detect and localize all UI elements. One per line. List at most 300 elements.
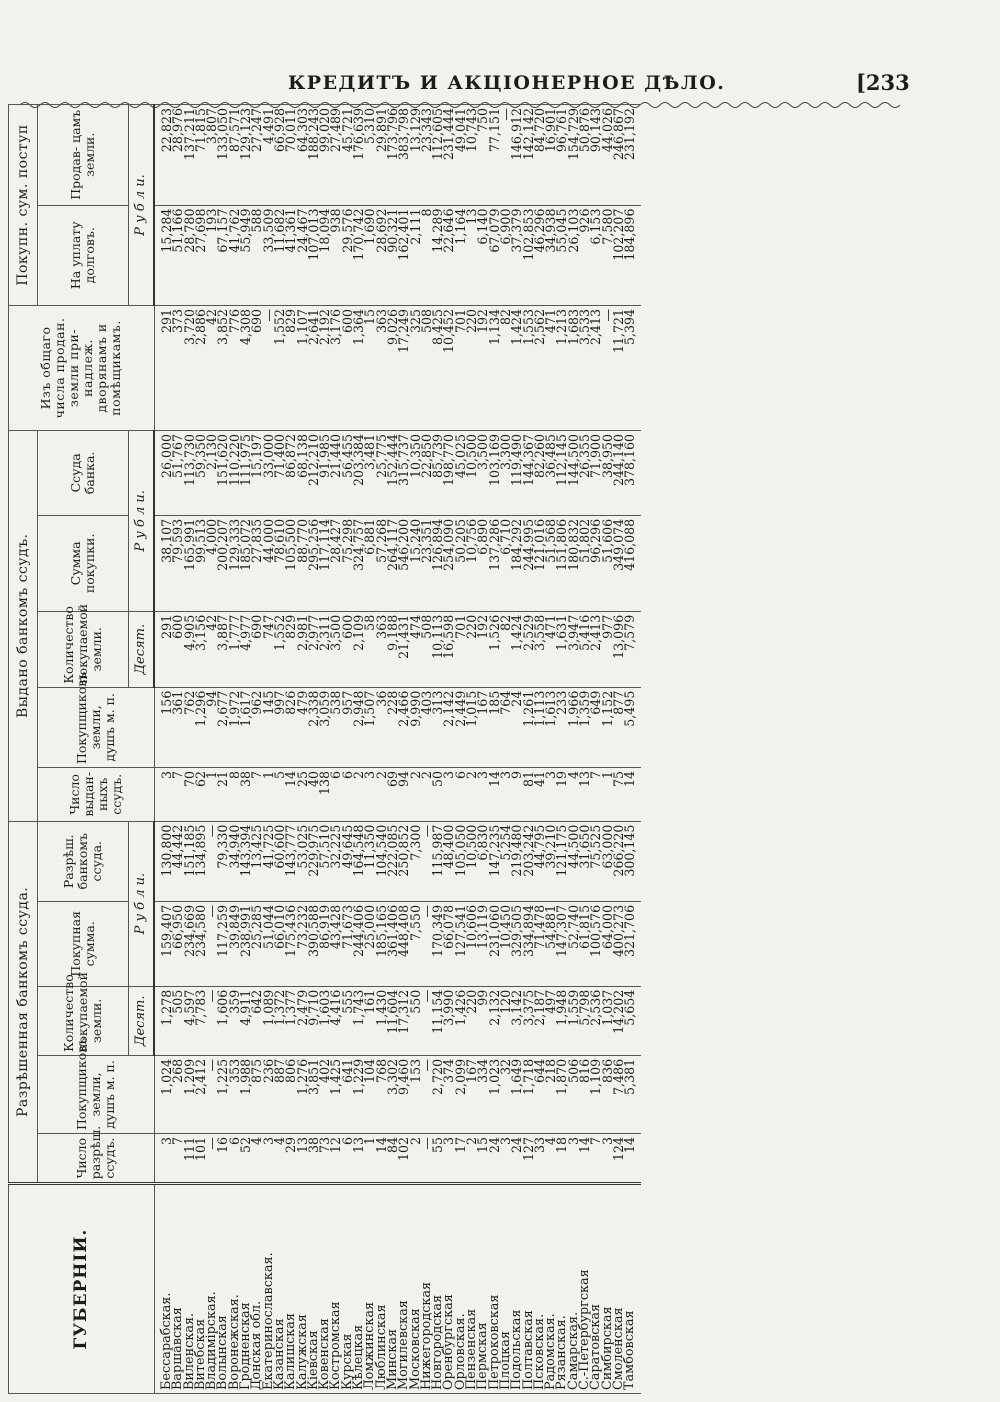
group-header: Выдано банкомъ ссудъ. <box>9 430 38 821</box>
cell-value: 165,991 <box>184 515 195 611</box>
cell-value: 3,558 <box>534 611 545 687</box>
cell-value: 87,571 <box>229 105 240 206</box>
cell-value: 6,710 <box>500 515 511 611</box>
cell-value: 101 <box>195 1134 206 1184</box>
cell-value: 361,406 <box>387 901 398 986</box>
cell-value: 71,900 <box>590 430 601 515</box>
cell-value: — <box>500 105 511 206</box>
cell-value: 180,832 <box>568 515 579 611</box>
province-name: Симбирская <box>602 1184 613 1394</box>
cell-value: 73 <box>319 1134 330 1184</box>
cell-value: 5,381 <box>624 1055 641 1133</box>
province-name: Витебская <box>195 1184 206 1394</box>
cell-value: 103,169 <box>489 430 500 515</box>
cell-value: 130,800 <box>154 821 172 901</box>
cell-value: 349,074 <box>613 515 624 611</box>
cell-value: 146,912 <box>511 105 522 206</box>
cell-value: 19 <box>556 768 567 822</box>
cell-value: 806 <box>285 1055 296 1133</box>
cell-value: 66,010 <box>274 901 285 986</box>
cell-value: 373 <box>172 305 183 430</box>
cell-value: 21 <box>217 768 228 822</box>
table-row <box>568 105 579 1394</box>
cell-value: 105,500 <box>285 515 296 611</box>
cell-value: 588 <box>251 205 262 305</box>
cell-value: 701 <box>455 305 466 430</box>
cell-value: 88,770 <box>297 515 308 611</box>
cell-value: 133,050 <box>217 105 228 206</box>
cell-value: 7,579 <box>624 611 641 687</box>
column-header: На уплату долговъ. <box>38 205 129 305</box>
cell-value: 829 <box>285 305 296 430</box>
cell-value: 2,641 <box>308 305 319 430</box>
cell-value: 497 <box>545 986 556 1055</box>
cell-value: 121,175 <box>556 821 567 901</box>
cell-value: 2,192 <box>319 305 330 430</box>
cell-value: 3 <box>443 768 454 822</box>
cell-value: 104,540 <box>376 821 387 901</box>
cell-value: 75,298 <box>342 515 353 611</box>
cell-value: 1,948 <box>556 986 567 1055</box>
cell-value: 1,559 <box>568 986 579 1055</box>
cell-value: 60,600 <box>274 821 285 901</box>
cell-value: 1,107 <box>297 305 308 430</box>
cell-value: 22,823 <box>154 105 172 206</box>
cell-value: 5,416 <box>579 611 590 687</box>
cell-value: 44,000 <box>263 515 274 611</box>
cell-value: 51,767 <box>172 430 183 515</box>
cell-value: 10,606 <box>466 901 477 986</box>
table-row <box>466 105 477 1394</box>
cell-value: 6 <box>342 1134 353 1184</box>
cell-value: 59,350 <box>195 430 206 515</box>
table-row <box>579 105 590 1394</box>
cell-value: 71,478 <box>534 901 545 986</box>
cell-value: 105,050 <box>455 821 466 901</box>
cell-value: 2 <box>376 768 387 822</box>
cell-value: 159,407 <box>154 901 172 986</box>
cell-value: 2,187 <box>534 986 545 1055</box>
cell-value: 4 <box>545 1134 556 1184</box>
cell-value: 175,436 <box>285 901 296 986</box>
cell-value: 14 <box>285 768 296 822</box>
cell-value: 193 <box>206 205 217 305</box>
cell-value: 10,350 <box>410 430 421 515</box>
cell-value: 33,509 <box>263 205 274 305</box>
cell-value: 29 <box>285 1134 296 1184</box>
cell-value: 233 <box>556 687 567 767</box>
cell-value: 1,424 <box>511 611 522 687</box>
cell-value: 508 <box>421 611 432 687</box>
cell-value: 2,479 <box>297 986 308 1055</box>
cell-value: 334,894 <box>523 901 534 986</box>
cell-value: 11,721 <box>613 305 624 430</box>
cell-value: 3 <box>263 1134 274 1184</box>
table-row <box>274 105 285 1394</box>
cell-value: 81 <box>523 768 534 822</box>
column-header: Число выдан- ныхъ ссудъ. <box>38 768 155 822</box>
cell-value: 1,426 <box>455 986 466 1055</box>
cell-value: — <box>602 305 613 430</box>
cell-value: 295,256 <box>308 515 319 611</box>
cell-value: 27,489 <box>330 105 341 206</box>
cell-value: 4,308 <box>240 305 251 430</box>
table-row <box>500 105 511 1394</box>
column-header: Число разрѣш. ссудъ. <box>38 1134 155 1184</box>
table-row <box>511 105 522 1394</box>
cell-value: 1,553 <box>523 305 534 430</box>
province-name: Виленская. <box>184 1184 195 1394</box>
cell-value: 359 <box>229 986 240 1055</box>
province-name: Кѣлецкая <box>353 1184 364 1394</box>
table-row <box>154 105 172 1394</box>
cell-value: 24 <box>489 1134 500 1184</box>
cell-value: 10,756 <box>466 515 477 611</box>
cell-value: 6,881 <box>364 515 375 611</box>
cell-value: 42 <box>206 611 217 687</box>
cell-value: 41 <box>534 768 545 822</box>
cell-value: 54,881 <box>545 901 556 986</box>
cell-value: 41,762 <box>229 205 240 305</box>
cell-value: 73,232 <box>297 901 308 986</box>
cell-value: 18,094 <box>319 205 330 305</box>
cell-value: 750 <box>477 105 488 206</box>
cell-value: 44,795 <box>534 821 545 901</box>
cell-value: 324,757 <box>353 515 364 611</box>
cell-value: — <box>263 305 274 430</box>
cell-value: 33 <box>534 1134 545 1184</box>
cell-value: 6 <box>229 1134 240 1184</box>
province-name: Тамбовская <box>624 1184 641 1394</box>
province-name: Пермская <box>477 1184 488 1394</box>
cell-value: — <box>421 821 432 901</box>
cell-value: 3 <box>500 768 511 822</box>
province-name: Кіевская <box>308 1184 319 1394</box>
cell-value: — <box>206 986 217 1055</box>
cell-value: 70,011 <box>285 105 296 206</box>
cell-value: 816 <box>579 1055 590 1133</box>
cell-value: 3,500 <box>477 430 488 515</box>
cell-value: 7 <box>172 1134 183 1184</box>
column-header: Количество покупаемой земли. <box>38 986 129 1055</box>
cell-value: 3 <box>568 1134 579 1184</box>
cell-value: 829 <box>285 611 296 687</box>
cell-value: 2 <box>353 768 364 822</box>
cell-value: 138 <box>319 768 330 822</box>
province-name: Курская <box>342 1184 353 1394</box>
cell-value: 977 <box>602 611 613 687</box>
cell-value: 33,000 <box>263 430 274 515</box>
cell-value: 62 <box>195 768 206 822</box>
cell-value: 11,604 <box>387 986 398 1055</box>
cell-value: 244,995 <box>523 515 534 611</box>
cell-value: 1 <box>206 768 217 822</box>
cell-value: 13 <box>579 768 590 822</box>
cell-value: 4,977 <box>240 611 251 687</box>
table-row <box>387 105 398 1394</box>
cell-value: 538 <box>330 687 341 767</box>
table-row <box>172 105 183 1394</box>
stub-header: ГУБЕРНІИ. <box>9 1184 155 1394</box>
cell-value: 117,114 <box>319 515 330 611</box>
cell-value: 21,431 <box>398 611 409 687</box>
cell-value: 6,140 <box>477 205 488 305</box>
cell-value: 254,090 <box>443 515 454 611</box>
cell-value: 836 <box>602 1055 613 1133</box>
cell-value: 5,394 <box>624 305 641 430</box>
column-header: Сумма покупки. <box>38 515 129 611</box>
cell-value: 126,894 <box>432 515 443 611</box>
cell-value: 3,533 <box>579 305 590 430</box>
cell-value: 762 <box>184 687 195 767</box>
cell-value: 219,480 <box>511 821 522 901</box>
cell-value: — <box>421 1055 432 1133</box>
cell-value: 1,089 <box>263 986 274 1055</box>
cell-value: 45,721 <box>342 105 353 206</box>
cell-value: 15 <box>477 1134 488 1184</box>
cell-value: 212,210 <box>308 430 319 515</box>
cell-value: — <box>206 901 217 986</box>
cell-value: 41,361 <box>285 205 296 305</box>
cell-value: 71,815 <box>195 105 206 206</box>
cell-value: 86,919 <box>319 901 330 986</box>
cell-value: 315,737 <box>398 430 409 515</box>
cell-value: 6,830 <box>477 821 488 901</box>
cell-value: 16,901 <box>545 105 556 206</box>
cell-value: 82,260 <box>534 430 545 515</box>
cell-value: 649 <box>590 687 601 767</box>
cell-value: 143,394 <box>240 821 251 901</box>
cell-value: 6,890 <box>477 515 488 611</box>
unit-label: Десят. <box>129 986 155 1055</box>
cell-value: 144,367 <box>523 430 534 515</box>
cell-value: 1,649 <box>511 1055 522 1133</box>
cell-value: 53,025 <box>297 821 308 901</box>
cell-value: 185,072 <box>240 515 251 611</box>
cell-value: 321,706 <box>624 901 641 986</box>
cell-value: 99,513 <box>195 515 206 611</box>
cell-value: 107,013 <box>308 205 319 305</box>
table-row <box>342 105 353 1394</box>
cell-value: 94 <box>398 768 409 822</box>
cell-value: 3 <box>154 768 172 822</box>
cell-value: 1,278 <box>154 986 172 1055</box>
cell-value: 111,975 <box>240 430 251 515</box>
province-name: С.-Петербургская <box>579 1184 590 1394</box>
cell-value: 1,603 <box>319 986 330 1055</box>
cell-value: 151,806 <box>556 515 567 611</box>
cell-value: 104 <box>364 1055 375 1133</box>
cell-value: 1,023 <box>489 1055 500 1133</box>
cell-value: 555 <box>342 986 353 1055</box>
cell-value: 231,444 <box>443 105 454 206</box>
cell-value: 1,718 <box>523 1055 534 1133</box>
cell-value: 152,444 <box>387 430 398 515</box>
cell-value: 250,852 <box>398 821 409 901</box>
province-name: Казанская <box>274 1184 285 1394</box>
cell-value: 71,400 <box>274 430 285 515</box>
cell-value: 29,576 <box>342 205 353 305</box>
table-row <box>206 105 217 1394</box>
cell-value: 111 <box>184 1134 195 1184</box>
cell-value: 1,430 <box>376 986 387 1055</box>
table-row <box>297 105 308 1394</box>
cell-value: 57,268 <box>376 515 387 611</box>
cell-value: 374 <box>443 1055 454 1133</box>
province-name: Бессарабская. <box>154 1184 172 1394</box>
cell-value: 45,025 <box>455 430 466 515</box>
cell-value: 23,343 <box>421 105 432 206</box>
cell-value: 127,541 <box>455 901 466 986</box>
table-row <box>624 105 641 1394</box>
province-name: Псковская. <box>534 1184 545 1394</box>
cell-value: 29,891 <box>376 105 387 206</box>
cell-value: — <box>206 1134 217 1184</box>
cell-value: 26,000 <box>154 430 172 515</box>
cell-value: 222,085 <box>387 821 398 901</box>
cell-value: 156 <box>154 687 172 767</box>
cell-value: 2,413 <box>590 305 601 430</box>
cell-value: 23,351 <box>421 515 432 611</box>
cell-value: 8,425 <box>432 305 443 430</box>
column-header: Покупная сумма. <box>38 901 129 986</box>
cell-value: 220 <box>466 611 477 687</box>
cell-value: 184,896 <box>624 205 641 305</box>
cell-value: 1,988 <box>240 1055 251 1133</box>
cell-value: 50,205 <box>455 515 466 611</box>
page-title: КРЕДИТЪ И АКЦІОНЕРНОЕ ДѢЛО. <box>288 72 726 94</box>
cell-value: 234,580 <box>195 901 206 986</box>
cell-value: 145 <box>263 687 274 767</box>
cell-value: 1,617 <box>240 687 251 767</box>
province-name: Самарская. <box>568 1184 579 1394</box>
table-row <box>184 105 195 1394</box>
cell-value: 137,286 <box>489 515 500 611</box>
cell-value: 77,151 <box>489 105 500 206</box>
cell-value: 117,259 <box>217 901 228 986</box>
cell-value: 2,412 <box>195 1055 206 1133</box>
cell-value: 3,851 <box>308 1055 319 1133</box>
cell-value: 353 <box>229 1055 240 1133</box>
province-name: Ковенская <box>319 1184 330 1394</box>
cell-value: 363 <box>376 611 387 687</box>
cell-value: 27,247 <box>251 105 262 206</box>
table-row <box>217 105 228 1394</box>
cell-value: 887 <box>274 1055 285 1133</box>
cell-value: 600 <box>172 611 183 687</box>
cell-value: 300,145 <box>624 821 641 901</box>
cell-value: 747 <box>263 611 274 687</box>
cell-value: 66,928 <box>274 105 285 206</box>
cell-value: 3,887 <box>217 611 228 687</box>
cell-value: 962 <box>251 687 262 767</box>
province-name: Пензенская <box>466 1184 477 1394</box>
cell-value: 701 <box>455 611 466 687</box>
cell-value: 1,972 <box>229 687 240 767</box>
cell-value: 291 <box>154 611 172 687</box>
cell-value: 61,815 <box>579 901 590 986</box>
cell-value: 1,364 <box>353 305 364 430</box>
cell-value: 16,598 <box>443 611 454 687</box>
cell-value: 2 <box>410 1134 421 1184</box>
cell-value: 102 <box>398 1134 409 1184</box>
cell-value: 7,300 <box>410 821 421 901</box>
table-row <box>602 105 613 1394</box>
unit-label: Р у б л и. <box>129 430 155 611</box>
cell-value: 8 <box>229 768 240 822</box>
cell-value: 1,296 <box>195 687 206 767</box>
cell-value: 1 <box>364 1134 375 1184</box>
cell-value: 142,142 <box>523 105 534 206</box>
cell-value: 764 <box>500 687 511 767</box>
table-row <box>308 105 319 1394</box>
province-name: Ломжинская <box>364 1184 375 1394</box>
cell-value: 600 <box>342 611 353 687</box>
cell-value: 334 <box>477 1055 488 1133</box>
cell-value: 24 <box>511 687 522 767</box>
cell-value: — <box>421 1134 432 1184</box>
cell-value: 642 <box>251 986 262 1055</box>
table-row <box>455 105 466 1394</box>
cell-value: 56,455 <box>342 430 353 515</box>
cell-value: 96,296 <box>590 515 601 611</box>
province-name: Костромская <box>330 1184 341 1394</box>
cell-value: 91,985 <box>319 430 330 515</box>
unit-label: Десят. <box>129 611 155 687</box>
cell-value: 17,249 <box>398 305 409 430</box>
province-name: Могилевская <box>398 1184 409 1394</box>
cell-value: 102,853 <box>523 205 534 305</box>
cell-value: 6 <box>455 768 466 822</box>
cell-value: 66,950 <box>172 901 183 986</box>
cell-value: 1,225 <box>217 1055 228 1133</box>
cell-value: 164,548 <box>353 821 364 901</box>
cell-value: 550 <box>410 986 421 1055</box>
cell-value: 2,977 <box>308 611 319 687</box>
cell-value: 162,401 <box>398 205 409 305</box>
cell-value: 479 <box>297 687 308 767</box>
cell-value: 51,044 <box>263 901 274 986</box>
cell-value: 2,720 <box>432 1055 443 1133</box>
cell-value: 644 <box>534 1055 545 1133</box>
province-name: Петроковская <box>489 1184 500 1394</box>
cell-value: 13,096 <box>613 611 624 687</box>
cell-value: 1,377 <box>285 986 296 1055</box>
cell-value: 10,113 <box>432 611 443 687</box>
cell-value: 1,743 <box>353 986 364 1055</box>
cell-value: 24,467 <box>297 205 308 305</box>
province-name: Рязанская. <box>556 1184 567 1394</box>
cell-value: 1,164 <box>455 205 466 305</box>
cell-value: 167 <box>466 1055 477 1133</box>
cell-value: 37,379 <box>511 205 522 305</box>
cell-value: 120 <box>500 986 511 1055</box>
province-name: Московская <box>410 1184 421 1394</box>
cell-value: 3,807 <box>206 105 217 206</box>
cell-value: 68,138 <box>297 430 308 515</box>
cell-value: 10,450 <box>500 901 511 986</box>
table-row <box>330 105 341 1394</box>
cell-value: 15 <box>364 305 375 430</box>
cell-value: 24 <box>511 1134 522 1184</box>
province-name: Калужская <box>297 1184 308 1394</box>
cell-value: 383,798 <box>398 105 409 206</box>
cell-value: 2,948 <box>353 687 364 767</box>
cell-value: 28,976 <box>172 105 183 206</box>
cell-value: 2,338 <box>308 687 319 767</box>
cell-value: 957 <box>342 687 353 767</box>
cell-value: 1,690 <box>364 205 375 305</box>
